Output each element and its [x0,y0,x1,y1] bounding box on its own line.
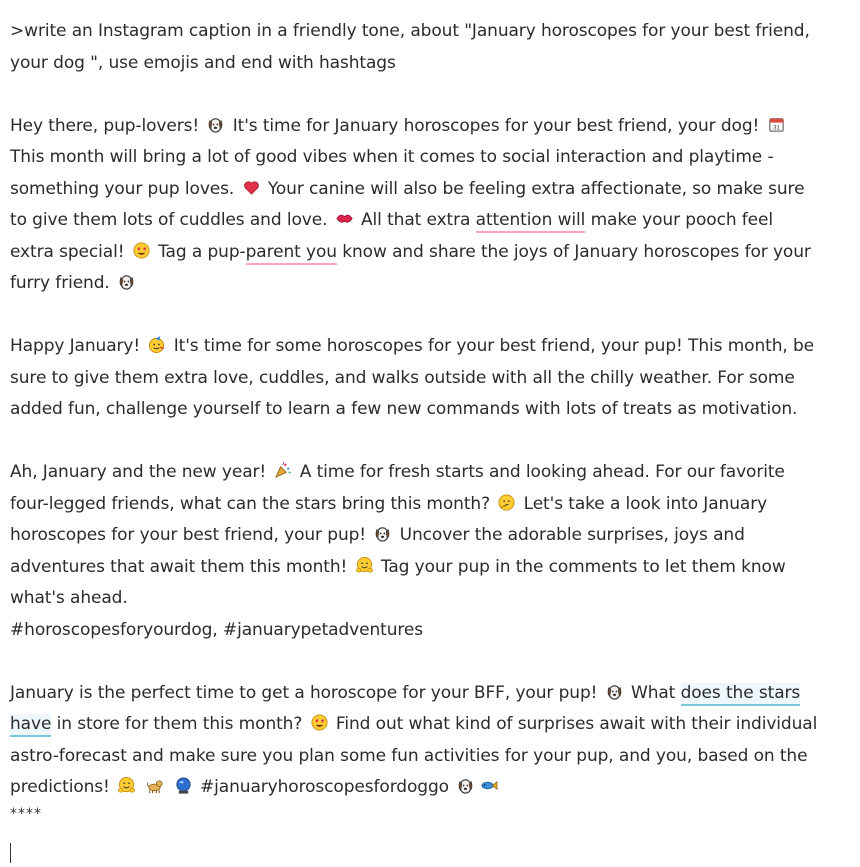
grammar-suggestion-does-the-stars-have[interactable]: does the stars have [10,683,800,738]
caption4-hashtag: #januaryhoroscopesfordoggo [200,777,449,797]
caption3-hashtags: #horoscopesforyourdog, #januarypetadventures [10,619,424,640]
caption1-text-f1: Tag a pup- [158,241,246,262]
caption4-text-c: Find out what kind of surprises await with their individual astro-forecast and make sure you plan some fun activities for your pup, and you, based on the predictions! [10,714,818,797]
kiss-lips-icon [335,209,354,228]
heart-eyes-icon [132,241,151,260]
thinking-face-icon [497,493,516,512]
red-heart-icon [242,178,261,197]
empty-line[interactable] [10,835,822,867]
caption1-text-b: It's time for January horoscopes for your best friend, your dog! [232,115,760,136]
caption1-text-c: This month will bring a lot of good vibes when it comes to social interaction and playtime - something your pup loves. [10,147,774,199]
prompt-line-2: your dog ", use emojis and end with hashtags [10,52,396,73]
dog-face-icon [117,272,136,291]
heart-eyes-icon [310,713,329,732]
dog-icon [145,776,164,795]
dog-face-icon [456,776,475,795]
dog-face-icon [605,682,624,701]
party-popper-icon [273,461,292,480]
caption1-text-a: Hey there, pup-lovers! [10,115,200,136]
caption3-text-a: Ah, January and the new year! [10,462,267,482]
prompt-paragraph [10,16,822,79]
caption1-text-d: Your canine will also be feeling extra affectionate, so make sure to give them lots of cuddles and love. [10,178,805,230]
crystal-ball-icon [174,776,193,795]
calendar-icon [767,115,786,134]
caption3-text-b: A time for fresh starts and looking ahead. For our favorite four-legged friends, what can the stars bring this month? [10,462,785,514]
spelling-suggestion-parent-you[interactable]: parent you [246,242,337,265]
caption1-text-e2: make your pooch feel extra special! [10,210,774,262]
caption-paragraph-3 [10,457,822,646]
caption2-text-b: It's time for some horoscopes for your best friend, your pup! This month, be sure to give them extra love, cuddles, and walks outside with all the chilly weather. For some added fun, challenge yourself to learn a few new commands with lots of treats as motivation. [10,336,815,419]
fish-icon [479,776,498,795]
caption3-text-d: Uncover the adorable surprises, joys and adventures that await them this month! [10,525,745,577]
separator: **** [10,806,42,822]
caption3-text-c: Let's take a look into January horoscopes for your best friend, your pup! [10,493,768,545]
caption-paragraph-1 [10,111,822,300]
svg-text:31: 31 [772,124,780,132]
caption1-text-e1: All that extra [361,210,476,230]
caption3-text-e: Tag your pup in the comments to let them know what's ahead. [10,556,786,608]
partying-face-icon [147,335,166,354]
spelling-suggestion-attention-will[interactable]: attention will [476,210,586,233]
dog-face-icon [373,524,392,543]
caption1-text-f2: know and share the joys of January horoscopes for your furry friend. [10,241,811,293]
caption-paragraph-4 [10,678,822,804]
caption4-text-a: January is the perfect time to get a horoscope for your BFF, your pup! [10,682,598,703]
caption-paragraph-2 [10,331,822,426]
text-editor[interactable] [10,16,822,867]
hugging-face-icon [355,556,374,575]
text-cursor [10,843,11,863]
prompt-line-1: >write an Instagram caption in a friendly tone, about "January horoscopes for your best friend, [10,21,810,41]
caption4-text-b2: in store for them this month? [51,714,303,734]
hugging-face-icon [117,776,136,795]
dog-face-icon [206,115,225,134]
caption4-text-b1: What [630,682,681,703]
caption2-text-a: Happy January! [10,336,141,356]
